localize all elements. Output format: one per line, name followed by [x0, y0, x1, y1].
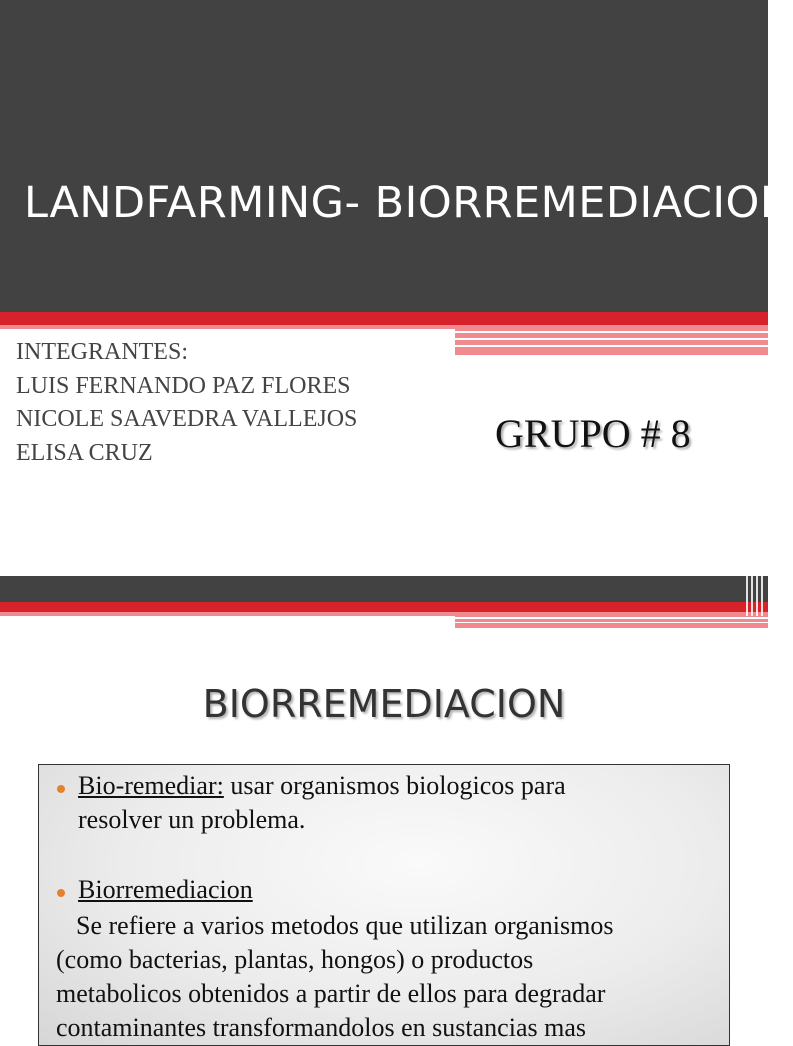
term-biorremediacion: Biorremediacion — [78, 875, 253, 904]
definition-text: usar organismos biologicos para — [223, 771, 566, 800]
accent-line — [455, 355, 768, 356]
bullet-dot — [57, 785, 65, 793]
accent-line — [455, 622, 768, 623]
content-slide — [0, 576, 768, 1042]
paragraph-line: (como bacterias, plantas, hongos) o productos — [56, 945, 534, 974]
accent-red-bar — [0, 312, 768, 325]
slide-heading: BIORREMEDIACION — [202, 682, 566, 726]
bullet-1-line-2: resolver un problema. — [78, 805, 306, 834]
members-heading: INTEGRANTES: — [16, 339, 188, 365]
paragraph-line: contaminantes transformandolos en sustancias mas — [56, 1013, 586, 1042]
member-name: NICOLE SAAVEDRA VALLEJOS — [16, 406, 358, 432]
group-number: GRUPO # 8 — [495, 411, 691, 456]
accent-pink-stripes — [455, 612, 768, 628]
accent-pink-bar — [0, 612, 460, 616]
top-dark-band — [0, 576, 768, 602]
paragraph-line: metabolicos obtenidos a partir de ellos para degradar — [56, 979, 606, 1008]
slide-title: LANDFARMING- BIORREMEDIACION — [24, 178, 793, 228]
members-list — [16, 336, 357, 470]
member-name: LUIS FERNANDO PAZ FLORES — [16, 372, 351, 399]
corner-stripes — [744, 576, 768, 616]
accent-line — [455, 345, 768, 347]
content-box — [38, 764, 730, 1046]
accent-pink-bar — [0, 325, 460, 329]
accent-line — [455, 338, 768, 340]
member-name: ELISA CRUZ — [16, 439, 153, 466]
accent-red-bar — [0, 602, 768, 612]
accent-line — [455, 617, 768, 619]
bullet-dot — [57, 889, 65, 897]
accent-pink-stub — [455, 349, 620, 354]
accent-line — [455, 331, 768, 333]
paragraph-line: Se refiere a varios metodos que utilizan organismos — [76, 911, 614, 940]
bullet-1-line-1 — [78, 769, 566, 804]
term-bio-remediar: Bio-remediar: — [78, 771, 224, 800]
title-band — [0, 0, 793, 312]
